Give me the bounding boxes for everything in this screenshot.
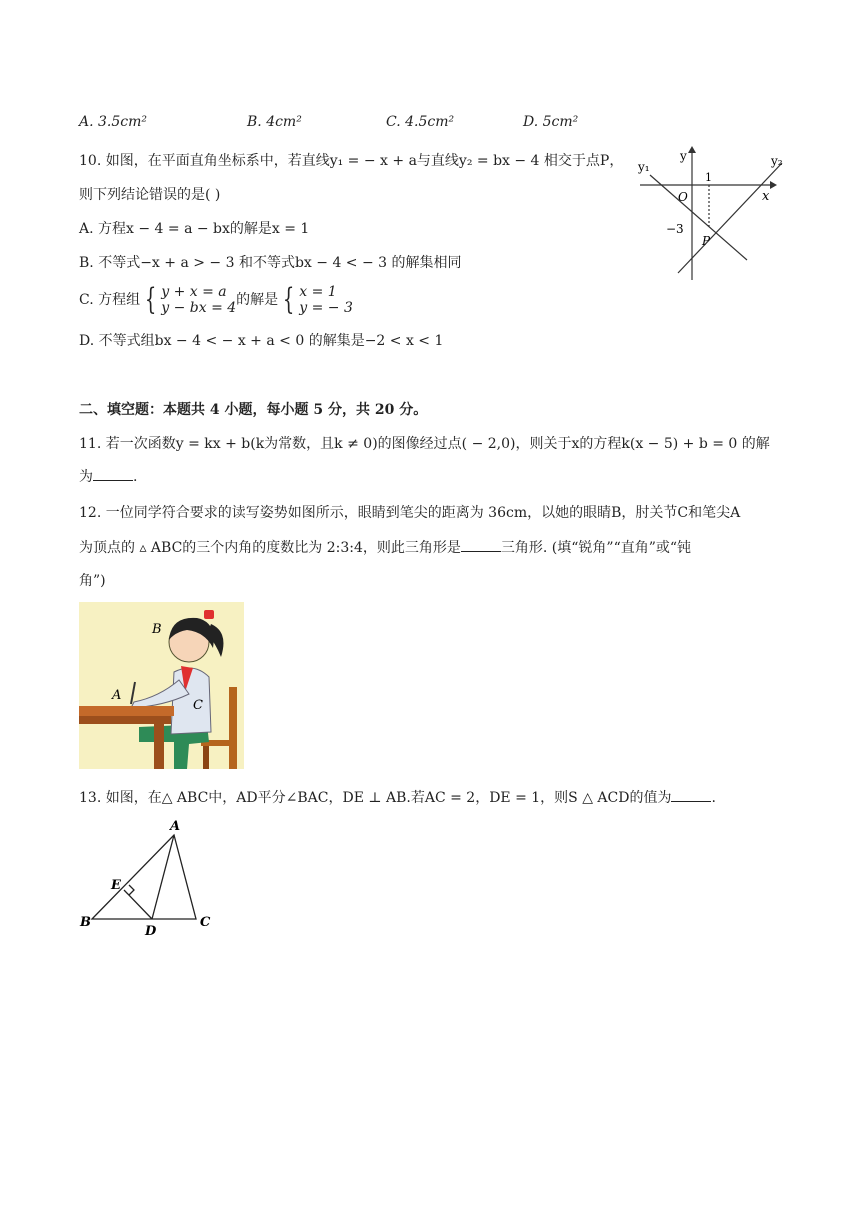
q10-system-eq1: y + x = a: [161, 284, 227, 300]
label-eye-b: B: [152, 622, 162, 637]
label-y2: y₂: [771, 154, 783, 168]
q11-line2-suffix: .: [133, 469, 138, 485]
q13-line1-prefix: 13. 如图，在△ ABC中，AD平分∠BAC，DE ⊥ AB.若AC = 2，DE = 1，则S △ ACD的值为: [79, 790, 672, 806]
left-brace-icon: {: [282, 282, 295, 317]
q12-line2-prefix: 为顶点的 ▵ ABC的三个内角的度数比为 2:3:4，则此三角形是: [79, 540, 461, 556]
q10-system-equations: [161, 284, 236, 316]
label-origin: O: [678, 190, 688, 204]
q9-option-a: A. 3.5cm²: [79, 114, 148, 130]
label-b: B: [80, 915, 91, 930]
section-heading: 二、填空题：本题共 4 小题，每小题 5 分，共 20 分。: [79, 402, 428, 418]
q12-line2: [79, 537, 691, 557]
q10-option-c: [79, 284, 353, 316]
q12-answer-blank[interactable]: [461, 537, 501, 552]
q10-option-d: D. 不等式组bx − 4 < − x + a < 0 的解集是−2 < x < 1: [79, 333, 444, 349]
q13-triangle-figure: [78, 815, 218, 940]
q10-system-eq2: y − bx = 4: [161, 300, 237, 316]
q9-option-d: D. 5cm²: [523, 114, 579, 130]
triangle-abc: [92, 835, 196, 919]
q10-solution-x: x = 1: [299, 284, 337, 300]
q10-solution-y: y = − 3: [299, 300, 353, 316]
label-point-p: P: [702, 234, 711, 248]
q10-option-c-prefix: C. 方程组: [79, 292, 141, 308]
q12-line1: 12. 一位同学符合要求的读写姿势如图所示，眼睛到笔尖的距离为 36cm，以她的眼睛B，肘关节C和笔尖A: [79, 505, 741, 521]
q13-answer-blank[interactable]: [671, 787, 711, 802]
q13-line1: [79, 787, 716, 807]
segment-de: [124, 890, 152, 919]
label-minus-three: −3: [666, 222, 684, 236]
y-axis-arrow-icon: [688, 146, 696, 153]
shirt-shape: [171, 668, 211, 734]
label-x: x: [762, 189, 770, 204]
hair-bow-icon: [204, 610, 214, 619]
q11-line2-prefix: 为: [79, 469, 93, 485]
q11-line2: [79, 466, 137, 486]
q11-line1: 11. 若一次函数y = kx + b(k为常数，且k ≠ 0)的图像经过点( − 2,0)，则关于x的方程k(x − 5) + b = 0 的解: [79, 436, 770, 452]
q10-option-a: A. 方程x − 4 = a − bx的解是x = 1: [79, 221, 310, 237]
left-brace-icon: {: [144, 282, 157, 317]
label-one: 1: [705, 171, 712, 184]
q9-option-c: C. 4.5cm²: [386, 114, 455, 130]
q10-system-solution: [299, 284, 353, 316]
q12-line2-suffix: 三角形. (填“锐角”“直角”或“钝: [500, 540, 692, 556]
label-e: E: [111, 878, 121, 893]
line-y2: [678, 163, 782, 273]
q13-line1-suffix: .: [711, 790, 716, 806]
label-d: D: [145, 924, 157, 939]
label-c: C: [200, 915, 211, 930]
q10-option-c-middle: 的解是: [236, 292, 279, 308]
line-y1: [650, 175, 747, 260]
q10-stem-line1: 10. 如图，在平面直角坐标系中，若直线y₁ = − x + a与直线y₂ = bx − 4 相交于点P，: [79, 153, 624, 169]
q12-posture-illustration: [79, 602, 244, 769]
label-elbow-c: C: [193, 698, 203, 713]
segment-ad: [152, 835, 174, 919]
q10-option-b: B. 不等式−x + a > − 3 和不等式bx − 4 < − 3 的解集相同: [79, 255, 462, 271]
label-a: A: [170, 819, 181, 834]
q9-option-b: B. 4cm²: [247, 114, 302, 130]
label-y1: y₁: [638, 160, 650, 174]
label-pen-a: A: [112, 688, 122, 703]
label-y: y: [680, 149, 687, 163]
right-angle-mark-icon: [129, 885, 134, 895]
q12-line3: 角”): [79, 573, 106, 589]
x-axis-arrow-icon: [770, 181, 777, 189]
q10-coordinate-figure: [630, 145, 800, 285]
q10-stem-line2: 则下列结论错误的是( ): [79, 187, 221, 203]
q11-answer-blank[interactable]: [93, 466, 133, 481]
